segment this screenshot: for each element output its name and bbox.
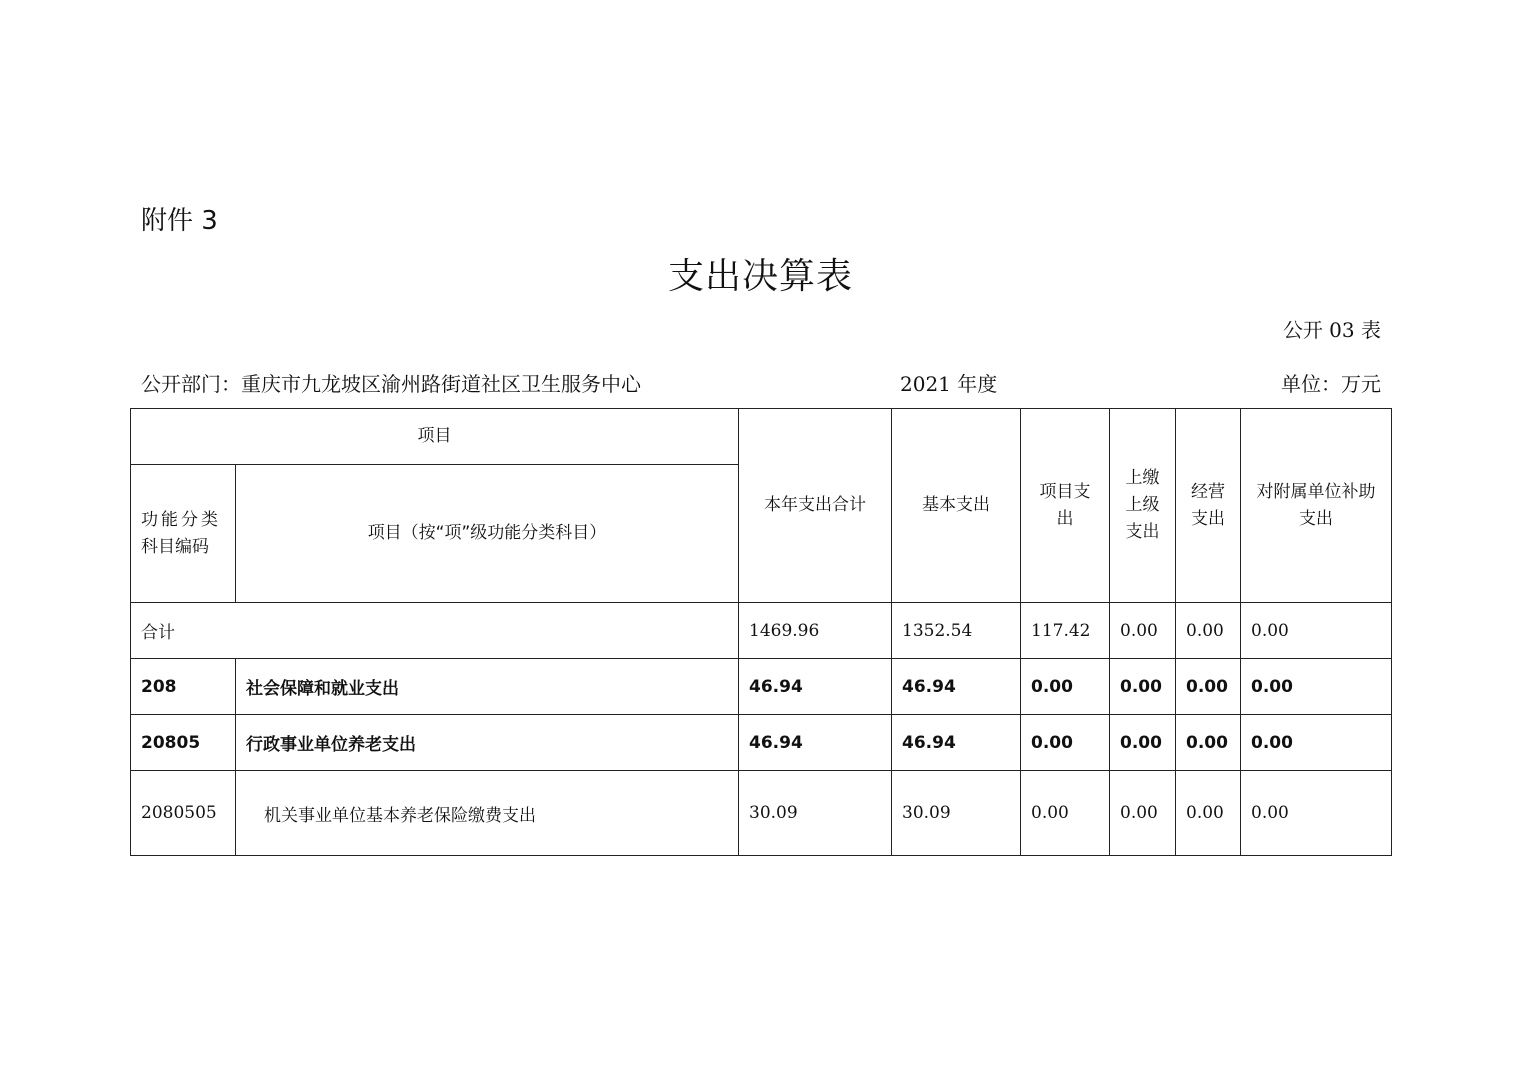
total-row: [131, 603, 1392, 659]
row-subsidy: 0.00: [1241, 771, 1392, 856]
row-name: 行政事业单位养老支出: [236, 715, 739, 771]
header-code-line2: 科目编码: [141, 536, 209, 557]
row-name: 机关事业单位基本养老保险缴费支出: [236, 771, 739, 856]
header-business: [1176, 409, 1241, 603]
year-label: 2021 年度: [900, 372, 998, 396]
header-subsidy-line2: 支出: [1299, 508, 1333, 529]
row-business: 0.00: [1176, 771, 1241, 856]
header-item: 项目: [131, 409, 739, 465]
total-subsidy: 0.00: [1241, 603, 1392, 659]
total-project: 117.42: [1021, 603, 1110, 659]
row-business: 0.00: [1176, 659, 1241, 715]
header-subsidy: [1241, 409, 1392, 603]
header-code: [131, 465, 236, 603]
header-project: [1021, 409, 1110, 603]
page-title: 支出决算表: [667, 256, 853, 297]
header-project-line1: 项目支: [1039, 481, 1091, 502]
table-row: [131, 715, 1392, 771]
row-total: 46.94: [739, 715, 892, 771]
header-upper-line3: 支出: [1125, 522, 1160, 542]
row-total: 46.94: [739, 659, 892, 715]
header-upper: [1110, 409, 1176, 603]
row-code: 2080505: [131, 771, 236, 856]
header-business-line2: 支出: [1191, 508, 1225, 529]
row-upper: 0.00: [1110, 659, 1176, 715]
total-total: 1469.96: [739, 603, 892, 659]
expenditure-table: [130, 408, 1392, 856]
row-project: 0.00: [1021, 771, 1110, 856]
row-subsidy: 0.00: [1241, 659, 1392, 715]
total-business: 0.00: [1176, 603, 1241, 659]
unit-label: 单位：万元: [1281, 372, 1381, 396]
header-subsidy-line1: 对附属单位补助: [1256, 481, 1376, 502]
row-upper: 0.00: [1110, 771, 1176, 856]
header-total: 本年支出合计: [739, 409, 892, 603]
department-label: 公开部门：重庆市九龙坡区渝州路街道社区卫生服务中心: [141, 372, 641, 396]
row-total: 30.09: [739, 771, 892, 856]
header-upper-line2: 上级: [1125, 495, 1160, 515]
row-code: 208: [131, 659, 236, 715]
header-row-1: [131, 409, 1392, 465]
row-project: 0.00: [1021, 659, 1110, 715]
header-upper-line1: 上缴: [1125, 468, 1160, 488]
total-basic: 1352.54: [892, 603, 1021, 659]
header-code-line1: 功能分类: [141, 509, 221, 530]
header-project-line2: 出: [1056, 508, 1074, 529]
row-business: 0.00: [1176, 715, 1241, 771]
table-code: 公开 03 表: [1282, 318, 1381, 342]
header-basic: 基本支出: [892, 409, 1021, 603]
attachment-label: 附件 3: [141, 206, 218, 236]
row-name: 社会保障和就业支出: [236, 659, 739, 715]
header-item-detail: 项目（按“项”级功能分类科目）: [236, 465, 739, 603]
row-project: 0.00: [1021, 715, 1110, 771]
row-basic: 46.94: [892, 659, 1021, 715]
total-upper: 0.00: [1110, 603, 1176, 659]
row-basic: 46.94: [892, 715, 1021, 771]
table-row: [131, 771, 1392, 856]
row-basic: 30.09: [892, 771, 1021, 856]
row-upper: 0.00: [1110, 715, 1176, 771]
total-label: 合计: [131, 603, 739, 659]
row-subsidy: 0.00: [1241, 715, 1392, 771]
header-business-line1: 经营: [1191, 481, 1225, 502]
row-code: 20805: [131, 715, 236, 771]
table-row: [131, 659, 1392, 715]
